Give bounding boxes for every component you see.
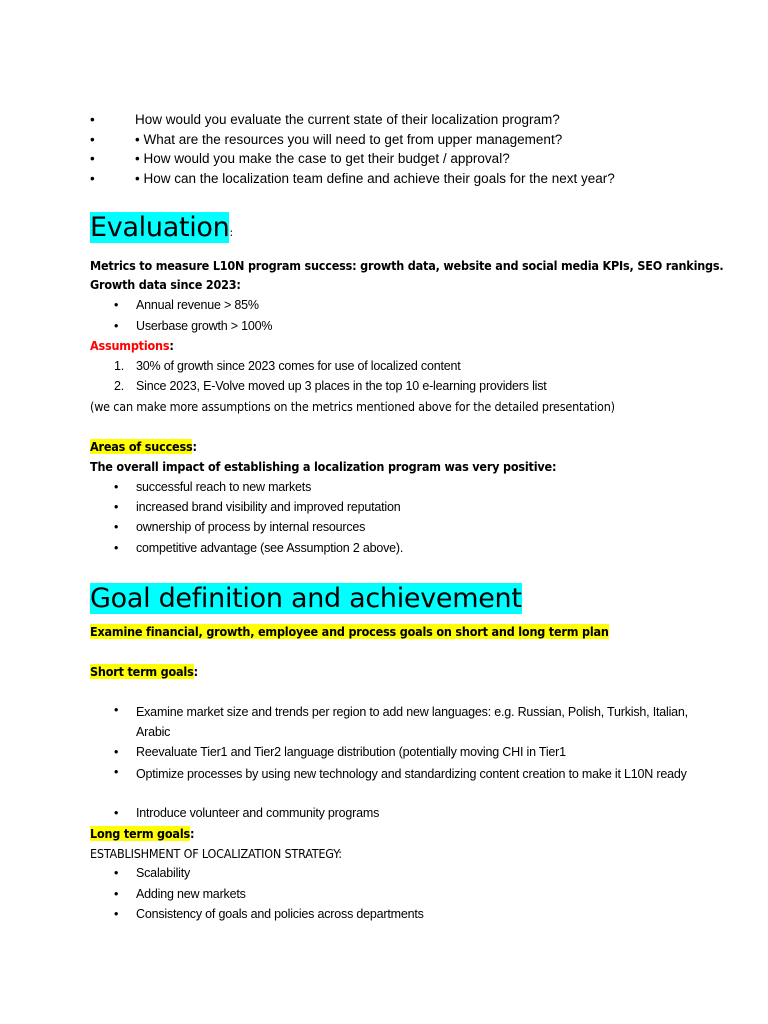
metrics-end: . [719,258,724,273]
examine-line [90,623,609,640]
success-label: Areas of success [90,439,193,454]
evaluation-heading-colon: : [229,226,233,239]
list-item-text: Adding new markets [136,887,246,901]
list-item-text: competitive advantage (see Assumption 2 above). [136,541,404,555]
metrics-detail: growth data, website and social media KPIs, SEO rankings [360,258,720,273]
bullet-glyph: • [114,319,119,333]
list-item-text: Scalability [136,866,191,880]
question-text: • How can the localization team define and achieve their goals for the next year? [135,171,615,186]
long-term-label: Long term goals [90,826,190,841]
assumptions-colon: : [169,338,174,353]
question-text: • What are the resources you will need to get from upper management? [135,132,563,147]
bullet-glyph: • [114,887,119,901]
bullet-glyph: • [114,480,119,494]
success-label-line [90,438,197,455]
list-item-text: Introduce volunteer and community programs [136,806,380,820]
long-term-label-line [90,825,194,842]
bullet-glyph: • [114,806,119,820]
list-item-text: increased brand visibility and improved reputation [136,500,401,514]
bullet-glyph: • [114,541,119,555]
success-intro: The overall impact of establishing a localization program was very positive: [90,459,557,474]
item-number: 1. [114,359,125,373]
bullet-glyph: • [90,171,95,186]
bullet-glyph: • [90,151,95,166]
growth-label: Growth data since 2023: [90,277,241,292]
list-item-text: Userbase growth > 100% [136,319,273,333]
metrics-intro: Metrics to measure L10N program success: [90,258,361,273]
bullet-glyph: • [90,132,95,147]
long-term-colon: : [189,826,195,841]
assumptions-label-line [90,337,174,354]
question-text: How would you evaluate the current state of their localization program? [135,112,560,127]
bullet-glyph: • [114,703,119,717]
list-item-text: Annual revenue > 85% [136,298,259,312]
item-number: 2. [114,379,125,393]
bullet-glyph: • [114,765,119,779]
list-item-text: successful reach to new markets [136,480,312,494]
list-item-text: ownership of process by internal resources [136,520,366,534]
assumptions-label: Assumptions [90,338,170,353]
list-item-text: Optimize processes by using new technology and standardizing content creation to make it L10N ready [136,767,687,781]
metrics-line [90,257,723,274]
bullet-glyph: • [114,907,119,921]
bullet-glyph: • [114,520,119,534]
success-colon: : [192,439,197,454]
short-term-colon: : [193,664,198,679]
evaluation-heading [90,210,233,251]
bullet-glyph: • [90,112,95,127]
goals-heading [90,581,522,617]
list-item-text: Examine market size and trends per region to add new languages: e.g. Russian, Polish, Turkish, Italian, Arabic [136,705,688,739]
short-term-label: Short term goals [90,664,194,679]
question-text: • How would you make the case to get their budget / approval? [135,151,510,166]
examine-text: Examine financial, growth, employee and process goals on short and long term plan [90,624,609,639]
evaluation-heading-text: Evaluation [90,212,230,243]
list-item-text: Consistency of goals and policies across departments [136,907,424,921]
bullet-glyph: • [114,866,119,880]
bullet-glyph: • [114,298,119,312]
numbered-item-text: Since 2023, E-Volve moved up 3 places in the top 10 e-learning providers list [136,379,547,393]
goals-heading-text: Goal definition and achievement [90,583,522,614]
strategy-label: ESTABLISHMENT OF LOCALIZATION STRATEGY: [90,846,342,861]
bullet-glyph: • [114,745,119,759]
bullet-glyph: • [114,500,119,514]
numbered-item-text: 30% of growth since 2023 comes for use of localized content [136,359,461,373]
short-term-label-line [90,663,198,680]
assumptions-note: (we can make more assumptions on the metrics mentioned above for the detailed presentation) [90,399,615,414]
list-item-text: Reevaluate Tier1 and Tier2 language distribution (potentially moving CHI in Tier1 [136,745,566,759]
